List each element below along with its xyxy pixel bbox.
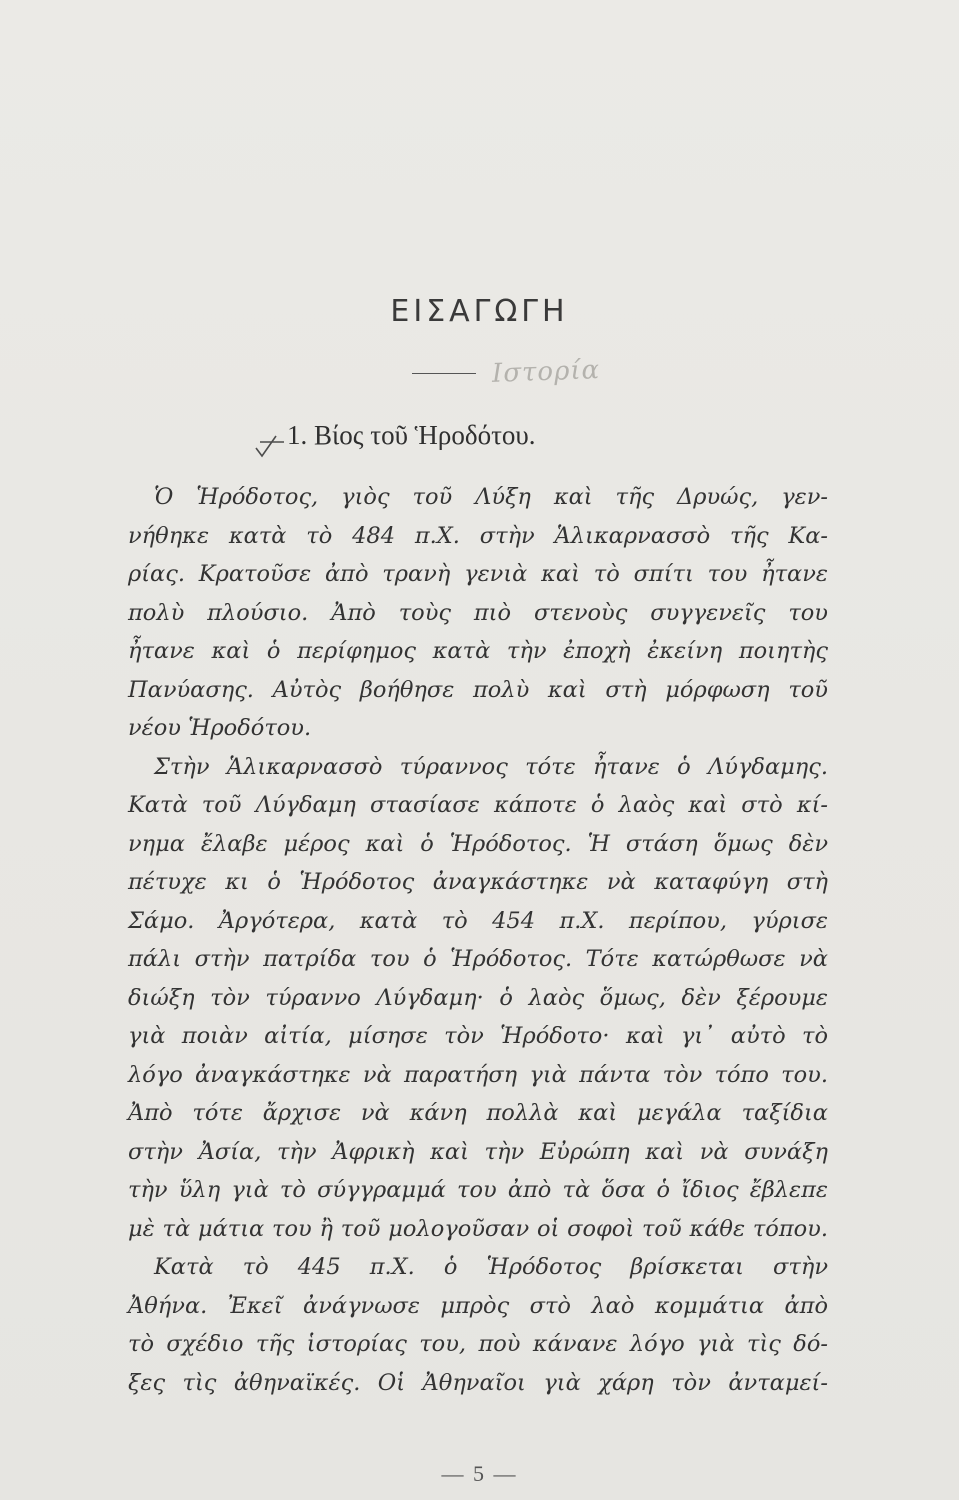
pencil-annotation: Ιστορία (491, 355, 601, 389)
text-line: τὸ σχέδιο τῆς ἱστορίας του, ποὺ κάνανε λόγο γιὰ τὶς δό- (128, 1331, 828, 1357)
text-line: νέου Ἡροδότου. (128, 715, 312, 741)
text-line: νημα ἔλαβε μέρος καὶ ὁ Ἡρόδοτος. Ἡ στάση ὅμως δὲν (128, 830, 828, 857)
text-line: πέτυχε κι ὁ Ἡρόδοτος ἀναγκάστηκε νὰ καταφύγη στὴ (128, 869, 828, 895)
text-line: Στὴν Ἁλικαρνασσὸ τύραννος τότε ἦτανε ὁ Λύγδαμης. (154, 753, 828, 780)
text-line: ρίας. Κρατοῦσε ἀπὸ τρανὴ γενιὰ καὶ τὸ σπίτι του ἦτανε (128, 561, 828, 587)
text-line: ξες τὶς ἀθηναϊκές. Οἱ Ἀθηναῖοι γιὰ χάρη τὸν ἀνταμεί- (128, 1369, 828, 1396)
text-line: στὴν Ἀσία, τὴν Ἀφρικὴ καὶ τὴν Εὐρώπη καὶ νὰ συνάξη (128, 1138, 828, 1165)
text-line: πάλι στὴν πατρίδα του ὁ Ἡρόδοτος. Τότε κατώρθωσε νὰ (128, 946, 828, 972)
text-line: Σάμο. Ἀργότερα, κατὰ τὸ 454 π.Χ. περίπου, γύρισε (128, 907, 828, 934)
text-line: Ἀθήνα. Ἐκεῖ ἀνάγνωσε μπρὸς στὸ λαὸ κομμάτια ἀπὸ (128, 1292, 828, 1319)
text-line: λόγο ἀναγκάστηκε νὰ παρατήση γιὰ πάντα τὸν τόπο του. (128, 1061, 828, 1088)
body-text (128, 478, 828, 1402)
text-line: πολὺ πλούσιο. Ἀπὸ τοὺς πιὸ στενοὺς συγγενεῖς του (128, 599, 828, 626)
text-line: νήθηκε κατὰ τὸ 484 π.Χ. στὴν Ἁλικαρνασσὸ τῆς Κα- (128, 522, 828, 549)
text-line: Πανύασης. Αὐτὸς βοήθησε πολὺ καὶ στὴ μόρφωση τοῦ (128, 676, 828, 703)
section-heading-text: 1. Βίος τοῦ Ἡροδότου. (287, 420, 536, 450)
text-line: Κατὰ τὸ 445 π.Χ. ὁ Ἡρόδοτος βρίσκεται στὴν (154, 1254, 828, 1280)
text-line: ἦτανε καὶ ὁ περίφημος κατὰ τὴν ἐποχὴ ἐκείνη ποιητὴς (128, 638, 828, 664)
text-line: Κατὰ τοῦ Λύγδαμη στασίασε κάποτε ὁ λαὸς καὶ στὸ κί- (128, 792, 828, 818)
text-line: τὴν ὕλη γιὰ τὸ σύγγραμμά του ἀπὸ τὰ ὅσα ὁ ἴδιος ἔβλεπε (128, 1177, 828, 1203)
text-line: διώξη τὸν τύραννο Λύγδαμη· ὁ λαὸς ὅμως, δὲν ξέρουμε (128, 984, 828, 1011)
section-heading (253, 420, 536, 451)
text-line: μὲ τὰ μάτια του ἢ τοῦ μολογοῦσαν οἱ σοφοὶ τοῦ κάθε τόπου. (128, 1215, 828, 1242)
title-rule (412, 373, 476, 374)
text-line: Ὁ Ἡρόδοτος, γιὸς τοῦ Λύξη καὶ τῆς Δρυώς, γεν- (154, 484, 828, 510)
text-line: Ἀπὸ τότε ἄρχισε νὰ κάνη πολλὰ καὶ μεγάλα ταξίδια (128, 1100, 828, 1126)
page-title: ΕΙΣΑΓΩΓΗ (390, 294, 569, 329)
text-line: γιὰ ποιὰν αἰτία, μίσησε τὸν Ἡρόδοτο· καὶ γι᾽ αὐτὸ τὸ (128, 1023, 828, 1049)
page-number: — 5 — (441, 1461, 518, 1486)
